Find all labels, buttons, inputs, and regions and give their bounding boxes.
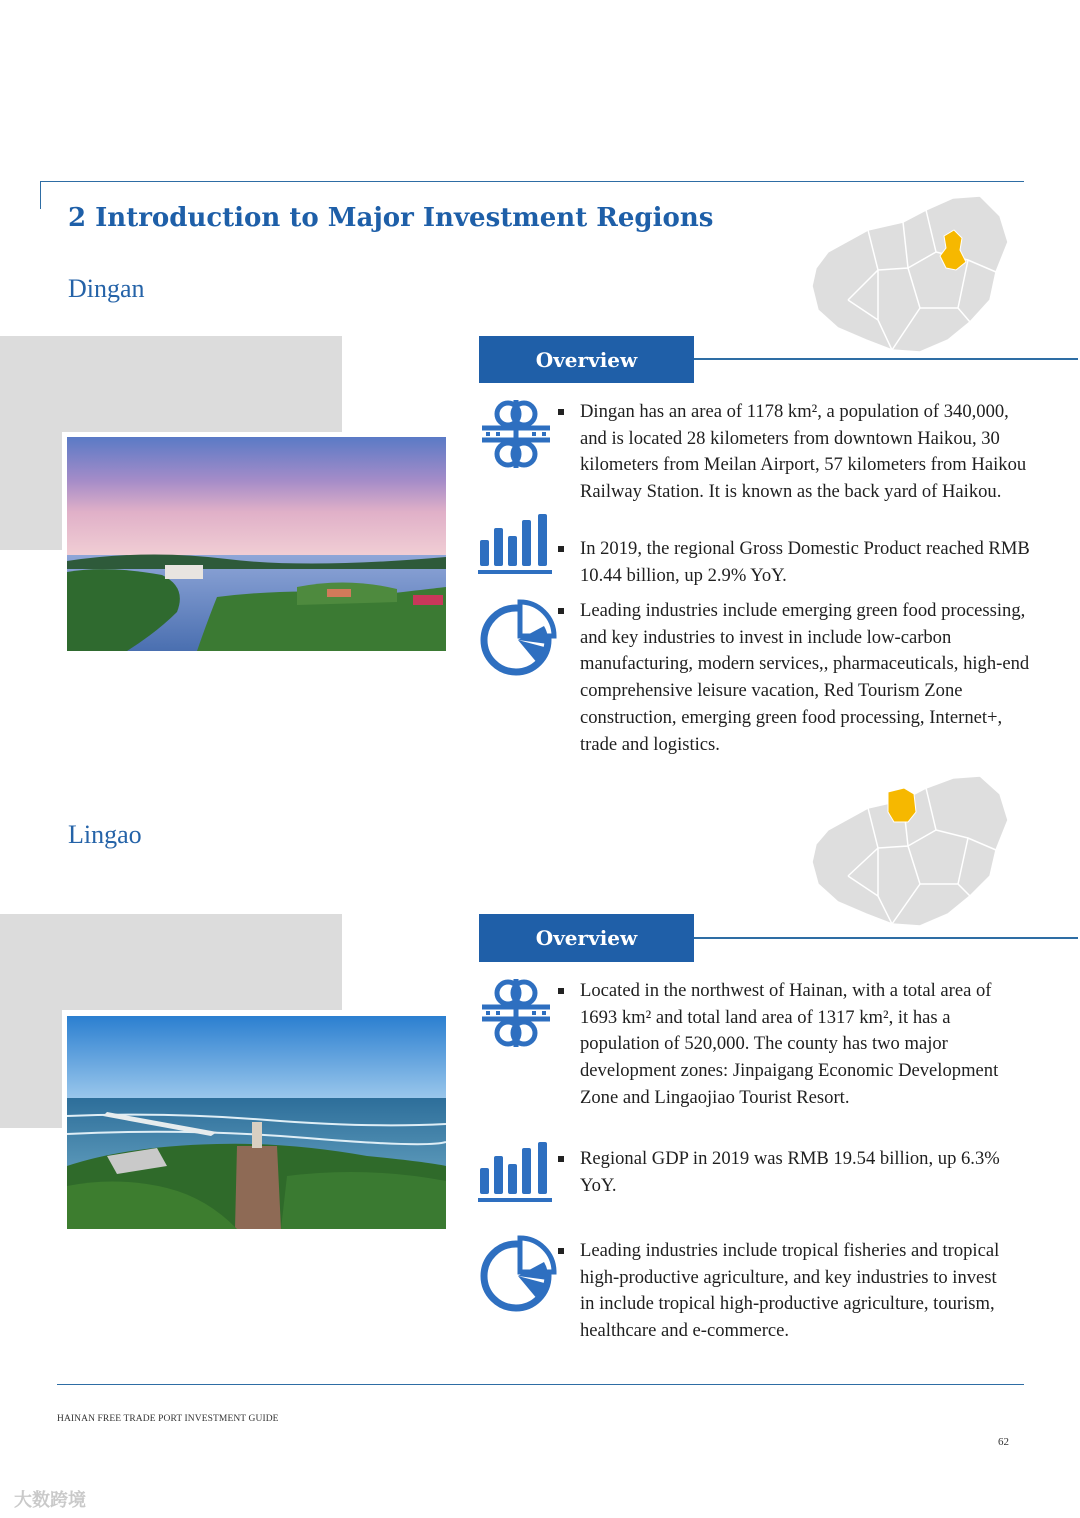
page-title: 2 Introduction to Major Investment Regions [68, 203, 714, 233]
decorative-grey-block [0, 432, 62, 550]
decorative-grey-block [0, 336, 342, 432]
region-name-dingan: Dingan [68, 274, 145, 303]
bar-chart-icon [478, 1140, 554, 1204]
hainan-map-dingan [808, 190, 1013, 358]
bullet-item: Leading industries include tropical fisheries and tropical high-productive agriculture, and key industries to invest in include tropical high-productive agriculture, tourism, healthcare and e-commerce. [580, 1238, 1000, 1345]
watermark-brand: 大数跨境 [14, 1490, 86, 1511]
flag-emblem-icon [478, 975, 554, 1051]
bar-chart-icon [478, 512, 554, 576]
bullet-marker [558, 1248, 564, 1254]
bullet-marker [558, 409, 564, 415]
bullet-marker [558, 546, 564, 552]
region-name-lingao: Lingao [68, 820, 142, 849]
bullet-item: Regional GDP in 2019 was RMB 19.54 billion, up 6.3% YoY. [580, 1146, 1000, 1199]
dingan-lake-photo [67, 437, 446, 651]
bullet-item: In 2019, the regional Gross Domestic Product reached RMB 10.44 billion, up 2.9% YoY. [580, 536, 1035, 589]
bullet-marker [558, 988, 564, 994]
pie-chart-icon [478, 598, 558, 678]
bullet-item: Dingan has an area of 1178 km², a population of 340,000, and is located 28 kilometers from downtown Haikou, 30 kilometers from Meilan Airport, 57 kilometers from Haikou Railway Station. It is known as the back yard of Haikou. [580, 399, 1040, 506]
header-rule [40, 181, 1024, 182]
bullet-item: Leading industries include emerging green food processing, and key industries to invest in include low-carbon manufacturing, modern services,, pharmaceuticals, high-end comprehensive leisure vacation, Red Tourism Zone construction, emerging green food processing, Internet+, trade and logistics. [580, 598, 1040, 758]
decorative-grey-block [0, 914, 342, 1010]
pie-chart-icon [478, 1234, 558, 1314]
header-rule-corner [40, 181, 41, 209]
overview-rule [694, 358, 1078, 360]
hainan-map-lingao [808, 772, 1013, 932]
bullet-marker [558, 1156, 564, 1162]
overview-header-lingao: Overview [479, 914, 694, 962]
decorative-grey-block [0, 1010, 62, 1128]
overview-header-dingan: Overview [479, 336, 694, 383]
flag-emblem-icon [478, 396, 554, 472]
overview-rule [694, 937, 1078, 939]
lingao-coast-photo [67, 1016, 446, 1229]
page-number: 62 [998, 1436, 1009, 1448]
bullet-marker [558, 608, 564, 614]
footer-rule [57, 1384, 1024, 1385]
bullet-item: Located in the northwest of Hainan, with a total area of 1693 km² and total land area of 1317 km², it has a population of 520,000. The county has two major development zones: Jinpaigang Economic Development Zone and Lingaojiao Tourist Resort. [580, 978, 1020, 1112]
footer-text: HAINAN FREE TRADE PORT INVESTMENT GUIDE [57, 1414, 279, 1424]
